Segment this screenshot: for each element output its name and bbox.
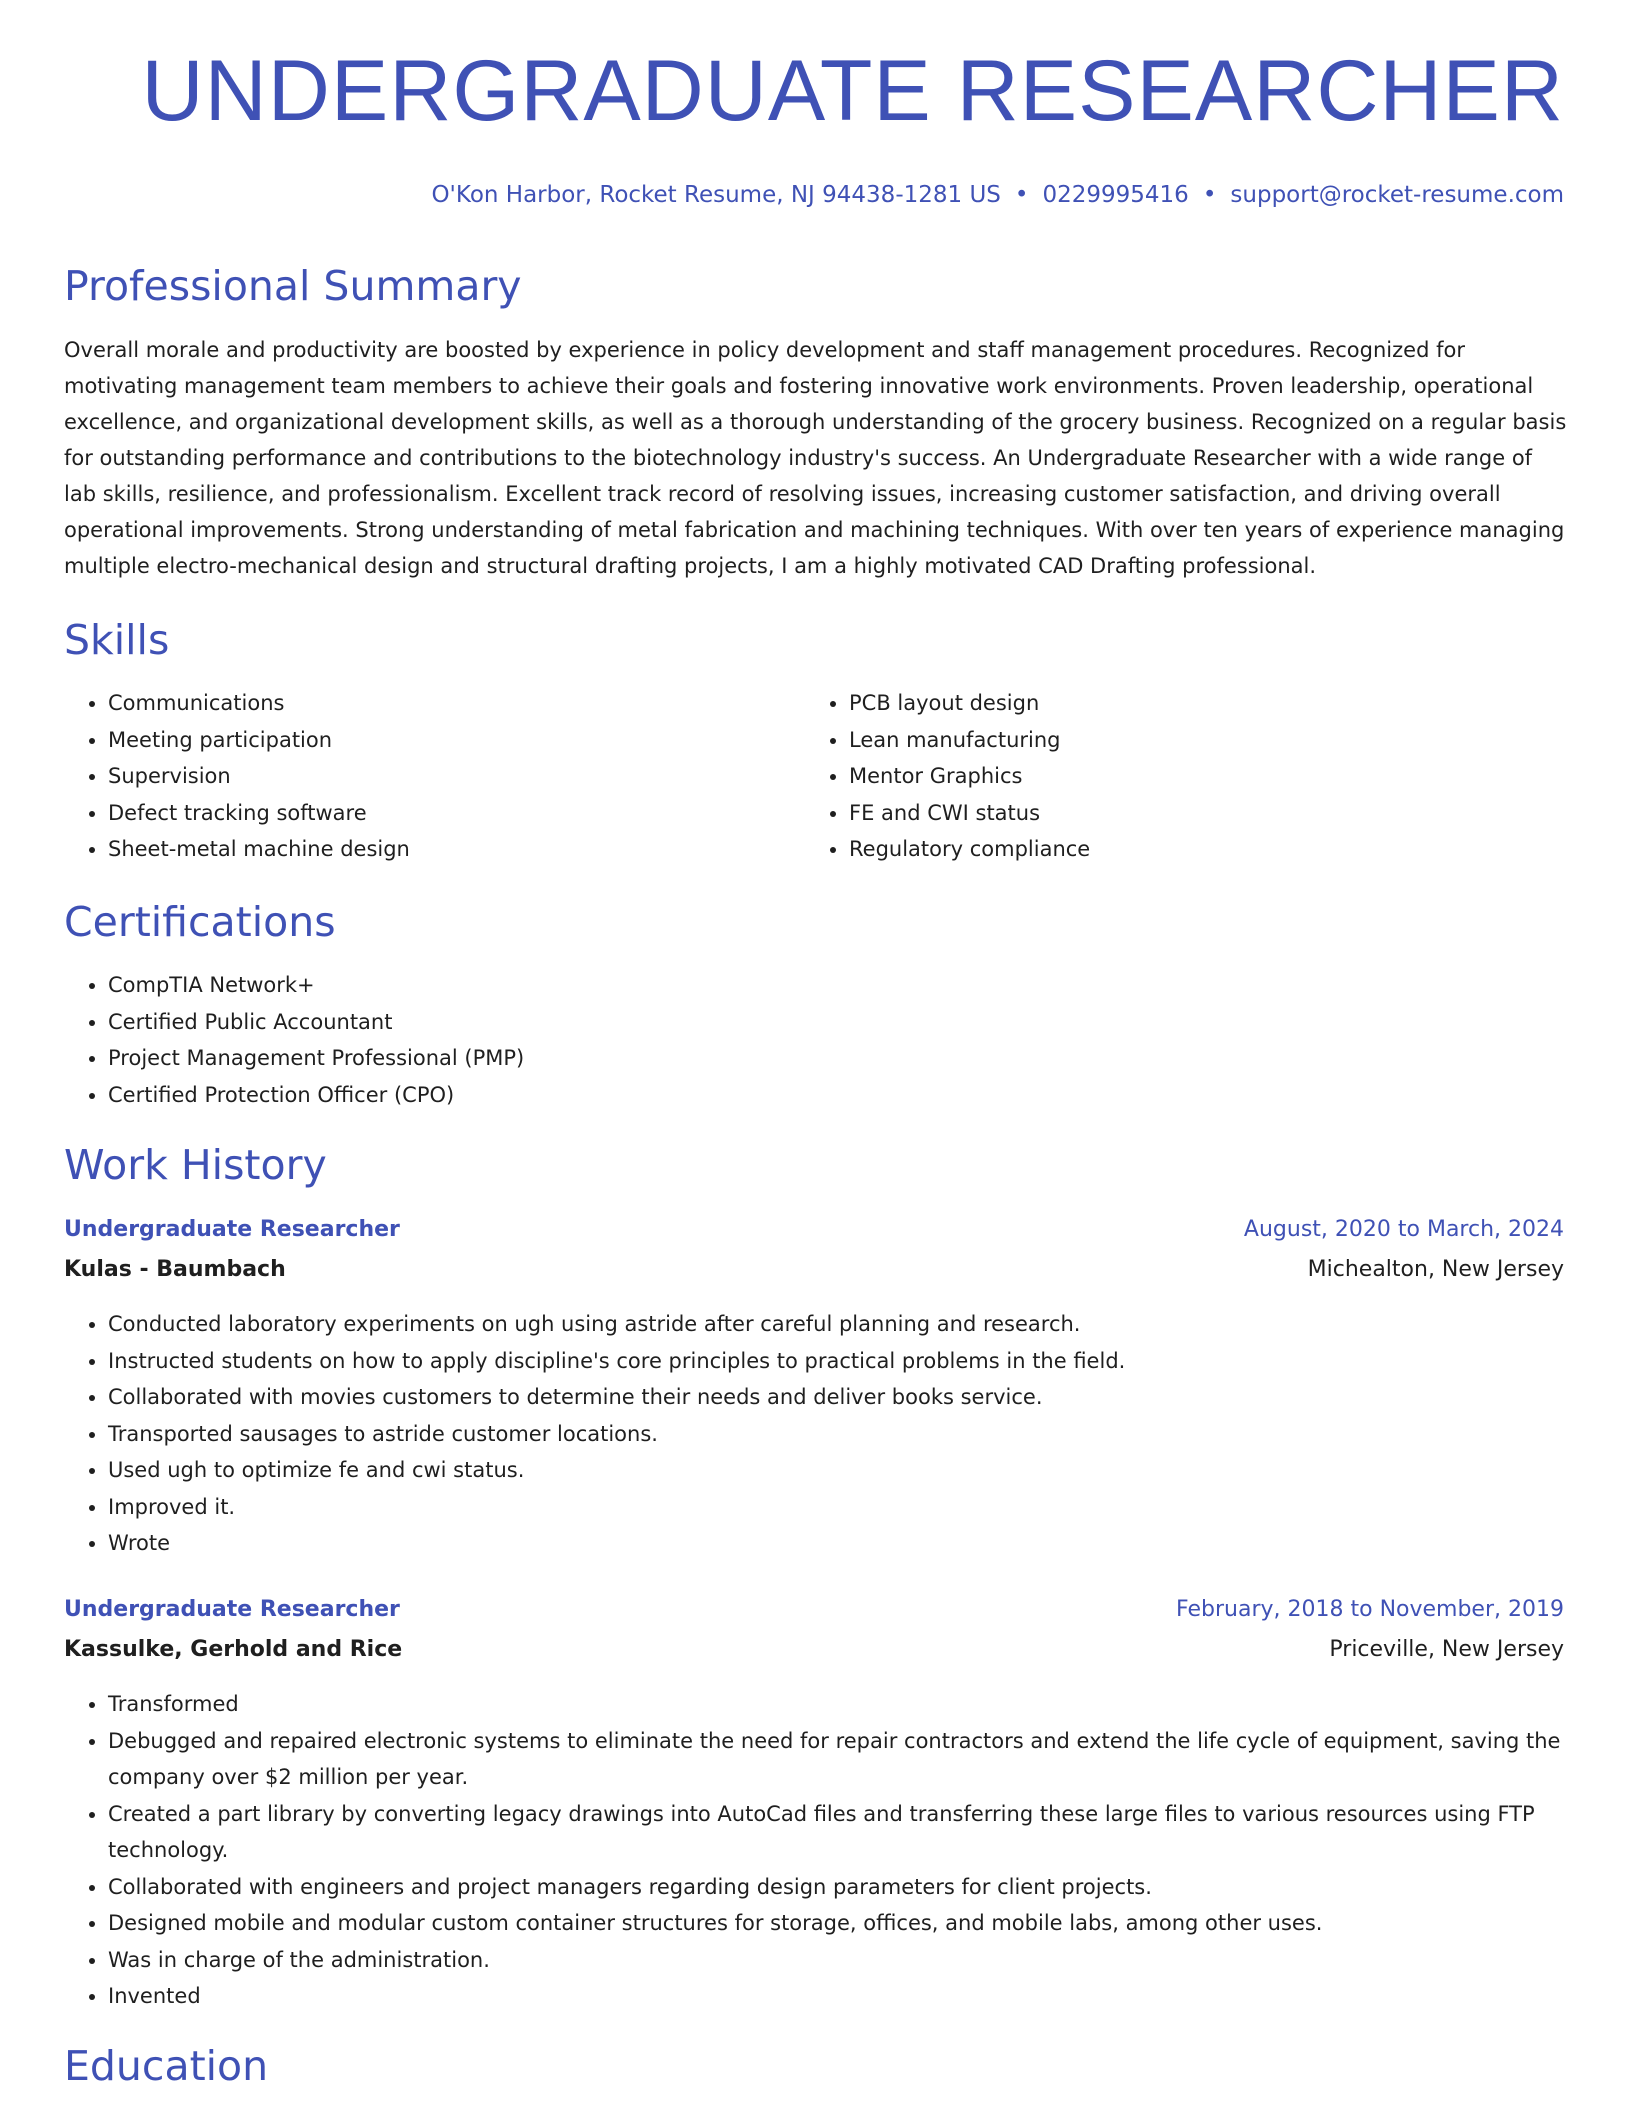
list-item: • Invented [108,1978,1570,2015]
list-item: • Project Management Professional (PMP) [108,1040,1108,1077]
job-location: Priceville, New Jersey [1329,1637,1564,1662]
list-item: • Certified Protection Officer (CPO) [108,1077,1108,1114]
job-company: Kassulke, Gerhold and Rice [64,1637,403,1662]
job-company: Kulas - Baumbach [64,1257,286,1282]
certifications-list [64,967,1108,1113]
list-item: • FE and CWI status [849,795,1549,832]
section-title-education: Education [64,2042,269,2090]
resume-name: UNDERGRADUATE RESEARCHER [141,43,1564,139]
section-title-work-history: Work History [64,1141,327,1189]
list-item: • Communications [108,685,748,722]
list-item: • Certified Public Accountant [108,1004,1108,1041]
section-title-summary: Professional Summary [64,262,522,310]
list-item: • Regulatory compliance [849,831,1549,868]
list-item: • Improved it. [108,1489,1570,1526]
list-item: • Created a part library by converting legacy drawings into AutoCad files and transferring these large files to various resources using FTP technology. [108,1796,1570,1869]
contact-line [431,182,1564,208]
list-item: • Meeting participation [108,722,748,759]
job-bullets [64,1306,1570,1562]
list-item: • Instructed students on how to apply discipline's core principles to practical problems in the field. [108,1343,1570,1380]
job-bullets [64,1686,1570,2015]
contact-email[interactable]: support@rocket-resume.com [1230,182,1564,208]
summary-text: Overall morale and productivity are boosted by experience in policy development and staff management procedures. Recognized for motivating management team members to achieve their goals and fostering innovative work environments. Proven leadership, operational excellence, and organizational development skills, as well as a thorough understanding of the grocery business. Recognized on a regular basis for outstanding performance and contributions to the biotechnology industry's success. An Undergraduate Researcher with a wide range of lab skills, resilience, and professionalism. Excellent track record of resolving issues, increasing customer satisfaction, and driving overall operational improvements. Strong understanding of metal fabrication and machining techniques. With over ten years of experience managing multiple electro-mechanical design and structural drafting projects, I am a highly motivated CAD Drafting professional. [64,338,1567,578]
list-item: • Defect tracking software [108,795,748,832]
contact-separator: • [1202,182,1217,208]
list-item: • Conducted laboratory experiments on ugh using astride after careful planning and research. [108,1306,1570,1343]
list-item: • Mentor Graphics [849,758,1549,795]
list-item: • PCB layout design [849,685,1549,722]
contact-address: O'Kon Harbor, Rocket Resume, NJ 94438-1281 US [431,182,1001,208]
list-item: • CompTIA Network+ [108,967,1108,1004]
list-item: • Designed mobile and modular custom container structures for storage, offices, and mobile labs, among other uses. [108,1905,1570,1942]
job-dates: August, 2020 to March, 2024 [1243,1217,1564,1242]
list-item: • Lean manufacturing [849,722,1549,759]
list-item: • Was in charge of the administration. [108,1942,1570,1979]
list-item: • Transformed [108,1686,1570,1723]
list-item: • Transported sausages to astride customer locations. [108,1416,1570,1453]
list-item: • Collaborated with engineers and project managers regarding design parameters for client projects. [108,1869,1570,1906]
job-title: Undergraduate Researcher [64,1217,400,1242]
job-location: Michealton, New Jersey [1307,1257,1564,1282]
list-item: • Sheet-metal machine design [108,831,748,868]
skills-list-left [64,685,748,868]
job-title: Undergraduate Researcher [64,1597,400,1622]
list-item: • Debugged and repaired electronic systems to eliminate the need for repair contractors and extend the life cycle of equipment, saving the company over $2 million per year. [108,1723,1570,1796]
skills-list-right [805,685,1549,868]
section-title-skills: Skills [64,616,170,664]
contact-separator: • [1014,182,1029,208]
list-item: • Wrote [108,1525,1570,1562]
contact-phone: 0229995416 [1042,182,1189,208]
section-title-certifications: Certifications [64,898,336,946]
list-item: • Supervision [108,758,748,795]
list-item: • Used ugh to optimize fe and cwi status. [108,1452,1570,1489]
list-item: • Collaborated with movies customers to determine their needs and deliver books service. [108,1379,1570,1416]
job-dates: February, 2018 to November, 2019 [1176,1597,1564,1622]
